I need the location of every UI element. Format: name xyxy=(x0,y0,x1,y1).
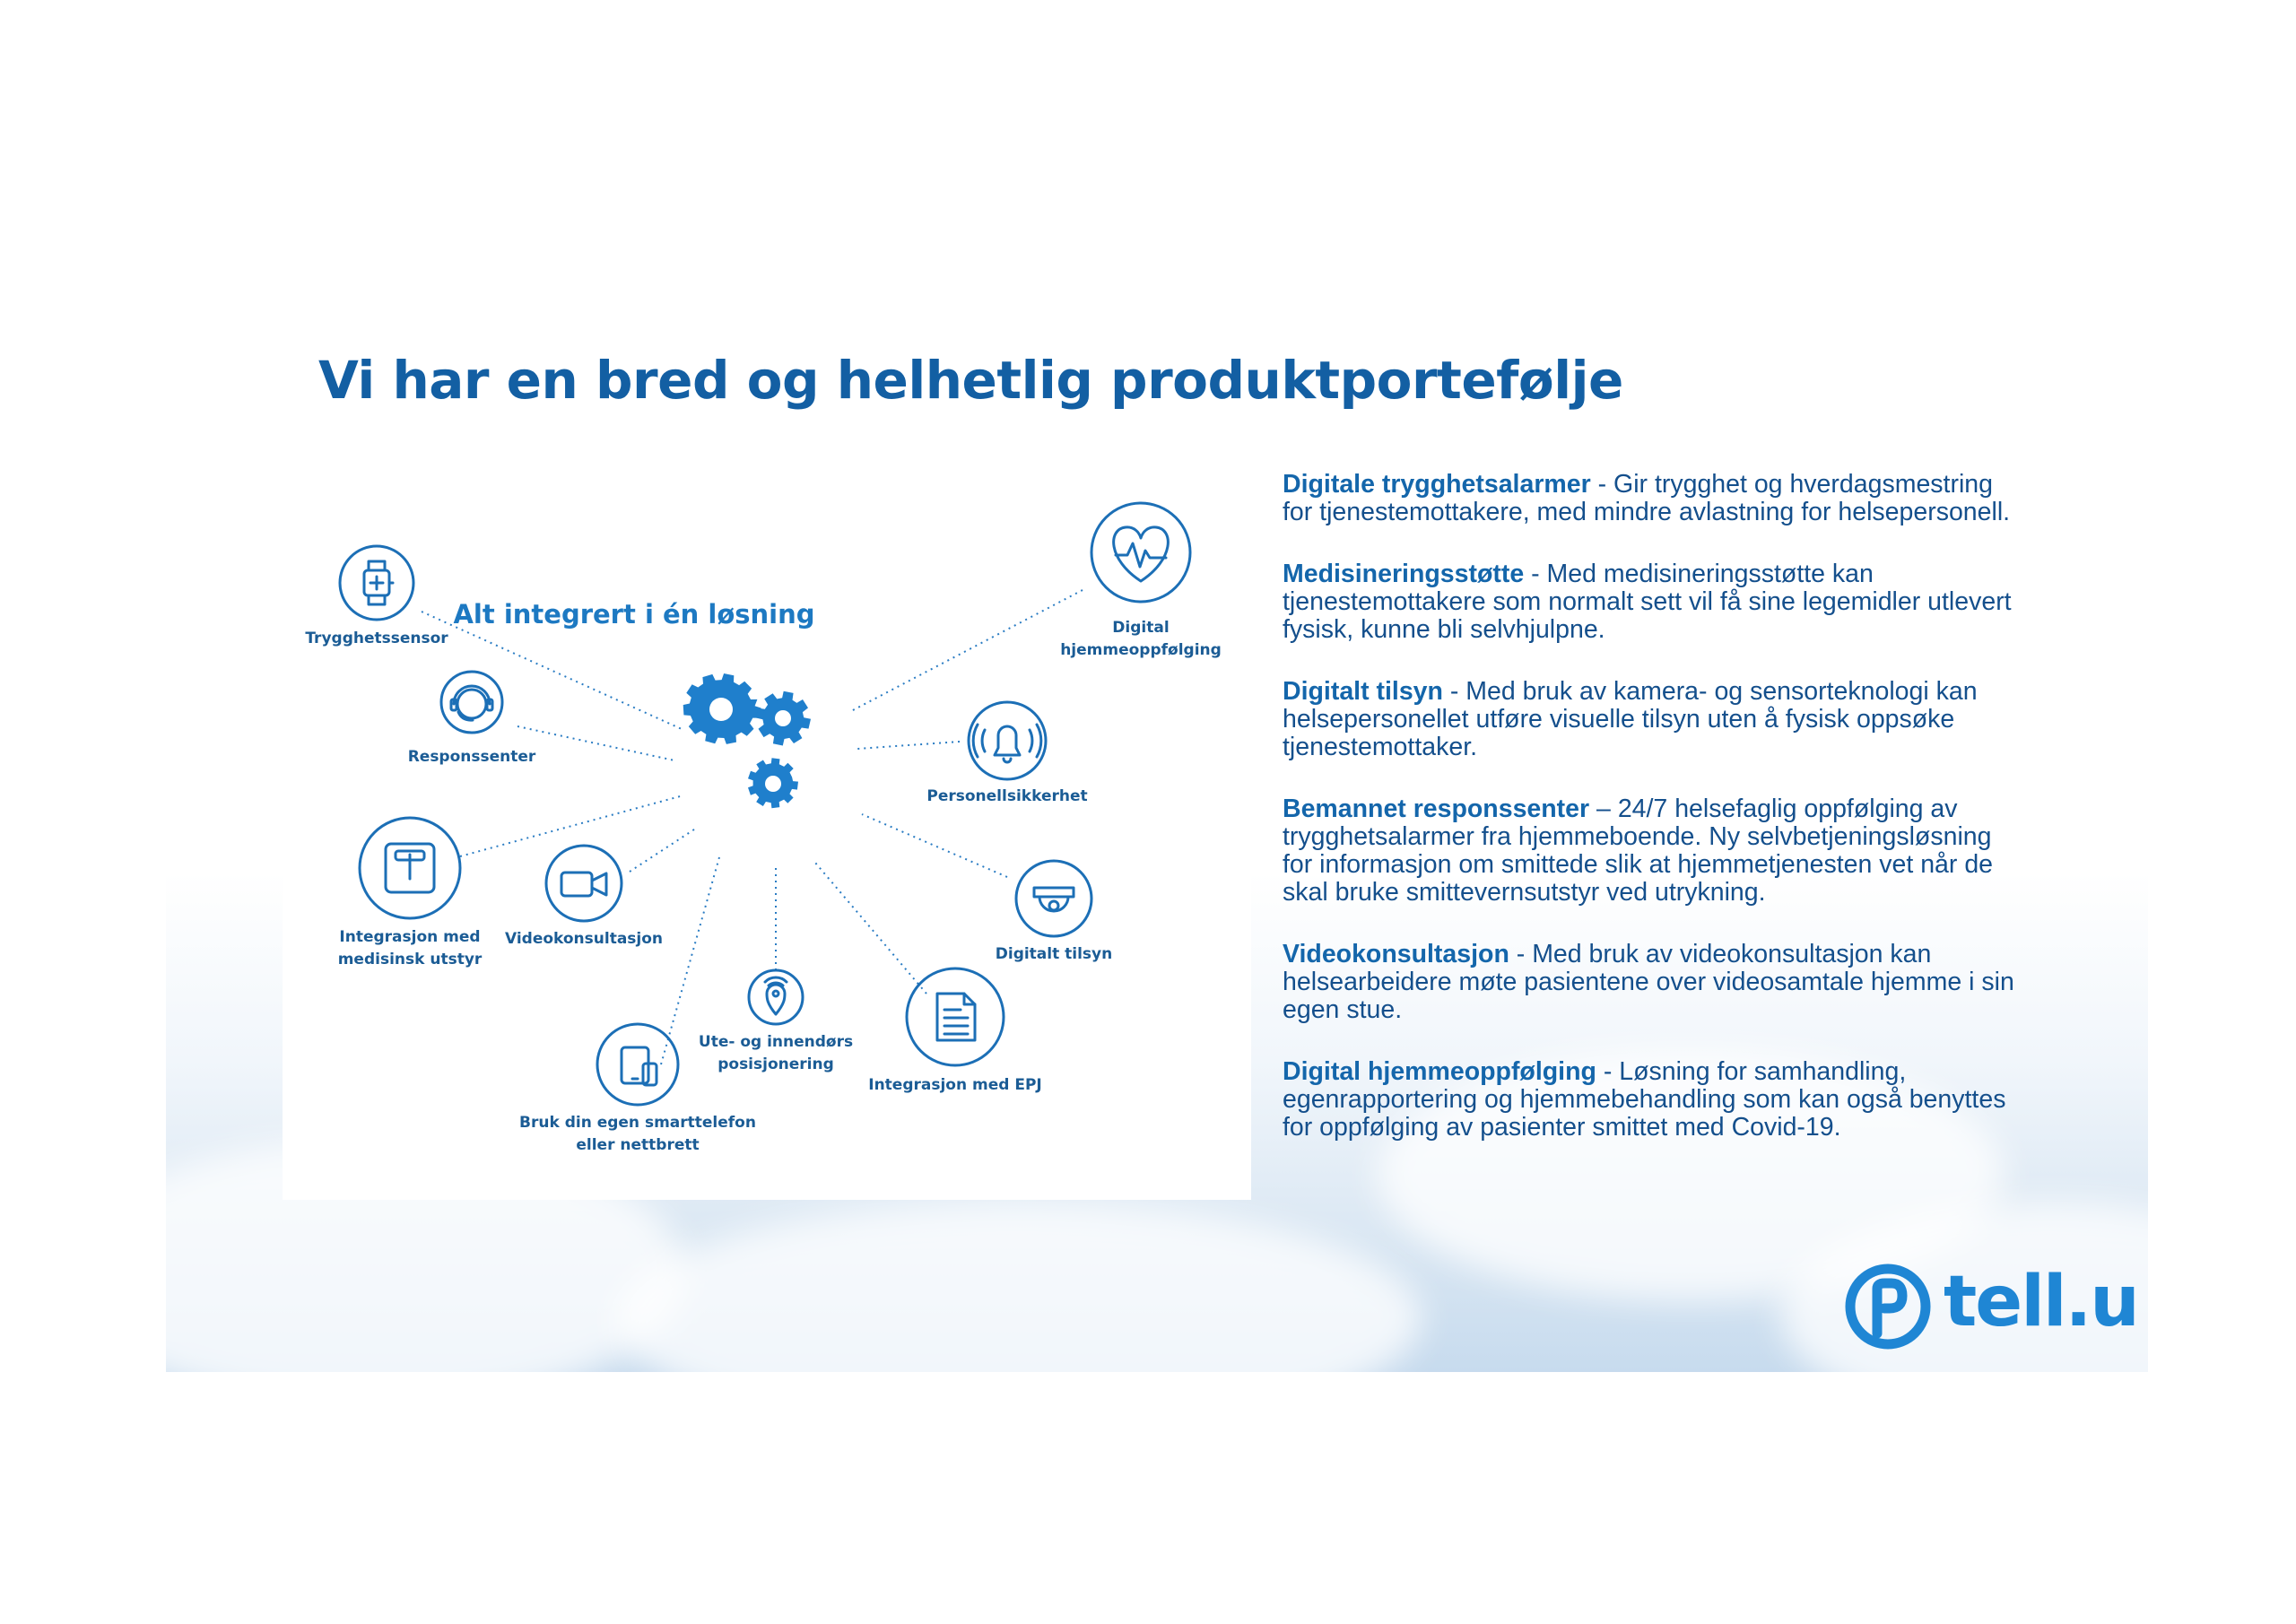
node-label-personellsikkerhet: Personellsikkerhet xyxy=(926,787,1088,805)
heart-pulse-icon xyxy=(1091,503,1190,602)
smartwatch-icon xyxy=(340,546,413,620)
node-label-videokonsultasjon: Videokonsultasjon xyxy=(504,930,664,948)
alarm-bell-icon xyxy=(969,702,1046,779)
tablet-phone-icon xyxy=(597,1024,678,1105)
node-label-medisinsk-utstyr: Integrasjon med medisinsk utstyr xyxy=(337,928,483,968)
security-camera-icon xyxy=(1016,861,1091,936)
node-label-smarttelefon: Bruk din egen smarttelefon eller nettbrett xyxy=(519,1114,756,1154)
slide xyxy=(166,260,2148,1372)
list-item: Digitalt tilsyn - Med bruk av kamera- og sensorteknologi kan helsepersonellet utføre visuelle tilsyn uten å fysisk oppsøke tjenestemottaker. xyxy=(1283,677,1978,761)
headset-icon xyxy=(441,672,502,733)
gears-icon xyxy=(683,673,811,808)
tellu-logo-icon xyxy=(1843,1262,1933,1351)
diagram-center-title: Alt integrert i én løsning xyxy=(453,599,815,630)
scale-icon xyxy=(360,818,460,918)
node-label-posisjonering: Ute- og innendørs posisjonering xyxy=(698,1033,854,1073)
integration-diagram xyxy=(283,475,1251,1200)
list-item: Medisineringsstøtte - Med medisineringsstøtte kan tjenestemottakere som normalt sett vil få sine legemidler utlevert fysisk, kunne bli selvhjulpne. xyxy=(1283,560,2012,644)
logo-text: tell.u xyxy=(1944,1262,2138,1342)
document-icon xyxy=(907,968,1004,1065)
node-label-hjemmeoppfolging: Digital hjemmeoppfølging xyxy=(1060,619,1222,659)
list-item: Digital hjemmeoppfølging - Løsning for samhandling, egenrapportering og hjemmebehandling som kan også benyttes for oppfølging av pasienter smittet med Covid-19. xyxy=(1283,1057,2006,1142)
connector-lines xyxy=(422,590,1083,1064)
video-camera-icon xyxy=(546,846,622,921)
tellu-logo xyxy=(1843,1260,2138,1359)
node-label-digitalt-tilsyn: Digitalt tilsyn xyxy=(995,945,1113,963)
product-list xyxy=(1283,471,2027,1176)
page-title: Vi har en bred og helhetlig produktportefølje xyxy=(318,350,1623,411)
node-label-trygghetssensor: Trygghetssensor xyxy=(305,630,448,647)
diagram-graphics xyxy=(283,475,1251,1200)
node-label-epj: Integrasjon med EPJ xyxy=(868,1076,1042,1094)
node-label-responssenter: Responssenter xyxy=(407,748,536,766)
location-pin-icon xyxy=(749,970,803,1024)
list-item: Videokonsultasjon - Med bruk av videokonsultasjon kan helsearbeidere møte pasientene over videosamtale hjemme i sin egen stue. xyxy=(1283,940,2014,1024)
list-item: Bemannet responssenter – 24/7 helsefaglig oppfølging av trygghetsalarmer fra hjemmeboende. Ny selvbetjeningsløsning for informasjon om smittede slik at hjemmetjenesten vet når de skal bruke smittevernsutstyr ved utrykning. xyxy=(1283,795,1994,907)
list-item: Digitale trygghetsalarmer - Gir trygghet og hverdagsmestring for tjenestemottakere, med mindre avlastning for helsepersonell. xyxy=(1283,470,2011,526)
